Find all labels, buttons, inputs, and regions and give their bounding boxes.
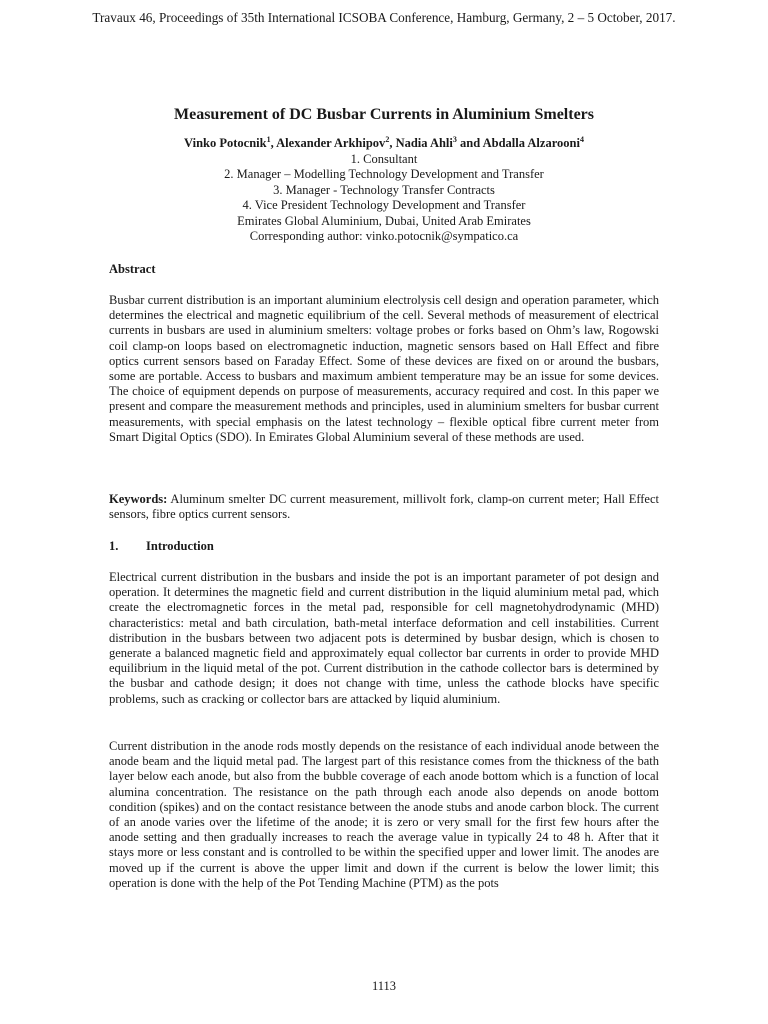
affiliation-line: 2. Manager – Modelling Technology Development and Transfer bbox=[224, 167, 544, 181]
author-affiliation-mark: 2 bbox=[385, 134, 390, 144]
section-title: Introduction bbox=[146, 539, 214, 553]
affiliation-line: 4. Vice President Technology Development and Transfer bbox=[242, 198, 526, 212]
introduction-paragraph: Electrical current distribution in the busbars and inside the pot is an important parameter of pot design and operation. It determines the magnetic field and current distribution in the liquid aluminium metal pad, which create the electromagnetic forces in the metal pad, responsible for cell magnetohydrodynamic (MHD) characteristics: metal and bath circulation, bath-metal interface deformation and cell instabilities. Current distribution in the busbars between two adjacent pots is determined by busbar design, which is chosen to generate a balanced magnetic field and approximately equal collector bar currents in order to provide MHD equilibrium in the liquid metal of the pot. Current distribution in the cathode collector bars is determined by the busbar and cathode design; it does not change with time, unless the cathode blocks have specific problems, such as cracking or collector bars are attacked by liquid aluminium. bbox=[109, 570, 659, 706]
introduction-paragraph: Current distribution in the anode rods mostly depends on the resistance of each individual anode between the anode beam and the liquid metal pad. The largest part of this resistance comes from the thickness of the bath layer below each anode, but also from the bubble coverage of each anode bottom which is a function of local alumina concentration. The resistance on the path through each anode also depends on anode bottom condition (spikes) and on the contact resistance between the anode stubs and anode carbon block. The current of an anode varies over the lifetime of the anode; it is zero or very small for the first few hours after the anode setting and then gradually increases to reach the average value in typically 24 to 48 h. After that it stays more or less constant and is controlled to be within the specified upper and lower limit. The anodes are moved up if the current is above the upper limit and down if the current is below the lower limit; this operation is done with the help of the Pot Tending Machine (PTM) as the pots bbox=[109, 739, 659, 890]
author-affiliation-mark: 1 bbox=[266, 134, 271, 144]
page-number: 1113 bbox=[371, 979, 397, 993]
author-name: Vinko Potocnik bbox=[184, 136, 267, 150]
keywords-label: Keywords: bbox=[109, 492, 168, 506]
corresponding-author: Corresponding author: vinko.potocnik@sympatico.ca bbox=[249, 229, 519, 243]
author-affiliation-mark: 3 bbox=[452, 134, 457, 144]
keywords bbox=[109, 492, 659, 522]
author-name: Alexander Arkhipov bbox=[276, 136, 386, 150]
section-number: 1. bbox=[109, 539, 119, 553]
author-block bbox=[0, 136, 768, 245]
running-header: Travaux 46, Proceedings of 35th International ICSOBA Conference, Hamburg, Germany, 2 – 5 October, 2017. bbox=[92, 10, 676, 25]
affiliation-line: Emirates Global Aluminium, Dubai, United Arab Emirates bbox=[237, 213, 531, 228]
affiliation-line: 1. Consultant bbox=[350, 151, 418, 166]
paper-title: Measurement of DC Busbar Currents in Aluminium Smelters bbox=[174, 106, 594, 123]
author-affiliation-mark: 4 bbox=[579, 134, 584, 144]
author-names: Vinko Potocnik$^1$, Alexander Arkhipov$^2$, Nadia Ahli$^3$ and Abdalla Alzarooni$^4$ bbox=[184, 134, 584, 150]
keywords-text: Aluminum smelter DC current measurement, millivolt fork, clamp-on current meter; Hall Effect sensors, fibre optics current sensors. bbox=[109, 492, 659, 522]
introduction-heading bbox=[109, 539, 214, 554]
affiliation-line: 3. Manager - Technology Transfer Contracts bbox=[273, 182, 495, 197]
author-name: Nadia Ahli bbox=[395, 136, 453, 150]
abstract-heading: Abstract bbox=[109, 262, 156, 276]
author-name: Abdalla Alzarooni bbox=[482, 136, 580, 150]
abstract-text: Busbar current distribution is an important aluminium electrolysis cell design and operation parameter, which determines the electrical and magnetic equilibrium of the cell. Several methods of measurement of electrical currents in busbars are used in aluminium smelters: voltage probes or forks based on Ohm’s law, Rogowski coil clamp-on loops based on electromagnetic induction, magnetic sensors based on Hall Effect and fibre optics current sensors based on Faraday Effect. Some of these devices are fixed on or around the busbars, some are portable. Access to busbars and maximum ambient temperature may be an issue for some devices. The choice of equipment depends on purpose of measurements, accuracy required and cost. In this paper we present and compare the measurement methods and principles, used in aluminium smelters for busbar current measurements, with special emphasis on the latest technology – flexible optical fibre current meter from Smart Digital Optics (SDO). In Emirates Global Aluminium several of these methods are used. bbox=[109, 293, 659, 444]
